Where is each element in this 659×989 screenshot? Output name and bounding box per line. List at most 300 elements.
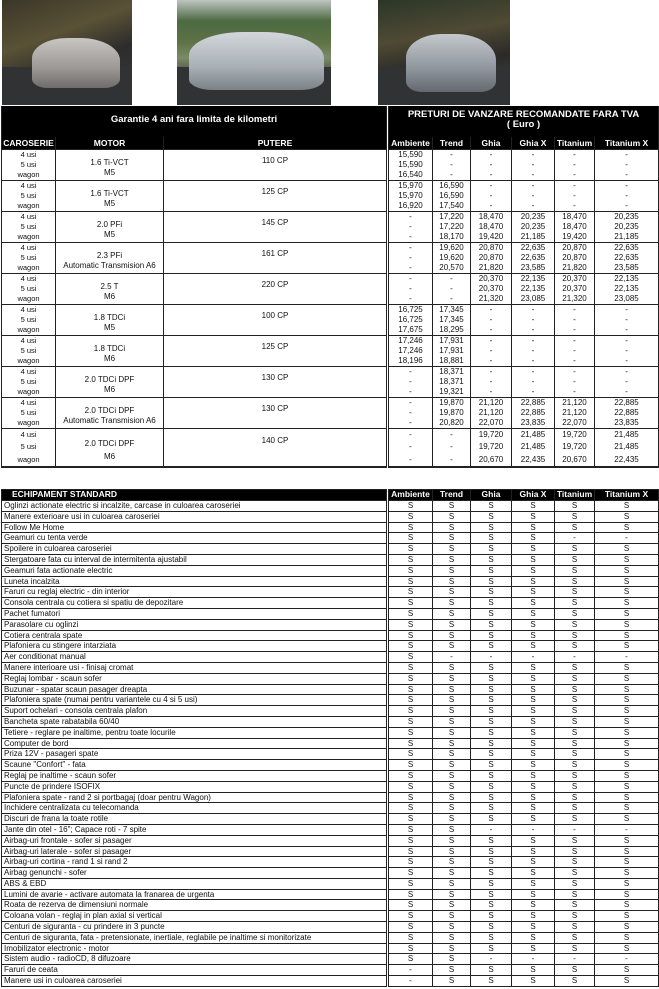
availability-cell: S (512, 662, 555, 673)
price-row (389, 222, 659, 232)
availability-cell: S (471, 716, 512, 727)
equipment-item: Parasolare cu oglinzi (2, 619, 387, 630)
price-row (389, 418, 659, 429)
availability-cell: S (389, 760, 433, 771)
equipment-row (2, 673, 387, 684)
price-cell: 22,885 (512, 398, 555, 409)
availability-cell: S (555, 889, 595, 900)
body-type: 5 usi (20, 346, 37, 355)
availability-cell: S (595, 943, 659, 954)
availability-cell: S (512, 943, 555, 954)
price-cell: - (389, 253, 433, 263)
availability-cell: S (595, 554, 659, 565)
body-type: 5 usi (20, 160, 37, 169)
column-header-titanium-x: Titanium X (595, 490, 659, 501)
availability-cell: S (433, 976, 471, 987)
availability-cell: S (433, 803, 471, 814)
price-row (389, 284, 659, 294)
equipment-availability-row (389, 652, 659, 663)
availability-cell: S (389, 900, 433, 911)
price-row (389, 356, 659, 367)
availability-cell: S (512, 695, 555, 706)
availability-cell: S (471, 792, 512, 803)
body-types (2, 398, 56, 429)
availability-cell: S (555, 760, 595, 771)
engine-cell (56, 181, 164, 212)
price-cell: 21,485 (595, 429, 659, 442)
availability-cell: S (433, 738, 471, 749)
availability-cell: S (555, 749, 595, 760)
car-photo-wagon (177, 0, 331, 105)
equipment-availability-row (389, 554, 659, 565)
price-cell: - (595, 315, 659, 325)
availability-cell: S (471, 565, 512, 576)
price-cell: 18,196 (389, 356, 433, 367)
price-cell: - (512, 356, 555, 367)
availability-cell: - (471, 652, 512, 663)
availability-cell: S (595, 706, 659, 717)
availability-cell: S (595, 868, 659, 879)
equipment-availability-row (389, 630, 659, 641)
price-cell: - (433, 454, 471, 467)
availability-cell: S (389, 630, 433, 641)
price-cell: - (389, 398, 433, 409)
availability-cell: S (389, 554, 433, 565)
availability-cell: - (555, 533, 595, 544)
equipment-row (2, 857, 387, 868)
availability-cell: S (595, 878, 659, 889)
equipment-availability-row (389, 922, 659, 933)
equipment-item: Sistem audio - radioCD, 8 difuzoare (2, 954, 387, 965)
model-group (2, 243, 387, 274)
equipment-availability-row (389, 792, 659, 803)
price-cell: 18,470 (555, 212, 595, 223)
equipment-item: Aer conditionat manual (2, 652, 387, 663)
equipment-availability-row (389, 878, 659, 889)
warranty-title: Garantie 4 ani fara limita de kilometri (2, 106, 387, 133)
availability-cell: S (433, 716, 471, 727)
price-row (389, 191, 659, 201)
availability-cell: S (471, 976, 512, 987)
price-cell: - (471, 315, 512, 325)
price-title-line1: PRETURI DE VANZARE RECOMANDATE FARA TVA (407, 108, 640, 120)
availability-cell: S (555, 965, 595, 976)
equipment-availability-row (389, 544, 659, 555)
availability-cell: S (433, 684, 471, 695)
availability-cell: S (555, 857, 595, 868)
equipment-item: Oglinzi actionate electric si incalzite, carcase in culoarea caroseriei (2, 501, 387, 512)
body-type: 4 usi (20, 150, 37, 159)
equipment-availability-row (389, 781, 659, 792)
availability-cell: S (595, 803, 659, 814)
availability-cell: S (389, 727, 433, 738)
availability-cell: S (595, 727, 659, 738)
equipment-item: Manere usi in culoarea caroseriei (2, 976, 387, 987)
engine-cell (56, 305, 164, 336)
body-type: 4 usi (20, 305, 37, 314)
availability-cell: S (512, 868, 555, 879)
price-cell: 21,320 (555, 294, 595, 305)
availability-cell: S (555, 846, 595, 857)
availability-cell: S (433, 781, 471, 792)
equipment-row (2, 965, 387, 976)
price-row (389, 160, 659, 170)
equipment-row (2, 598, 387, 609)
availability-cell: S (433, 749, 471, 760)
availability-cell: S (433, 878, 471, 889)
price-cell: - (595, 377, 659, 387)
price-cell: - (471, 181, 512, 192)
engine-cell (56, 367, 164, 398)
equipment-item: Centuri de siguranta - cu prindere in 3 puncte (2, 922, 387, 933)
price-cell: 17,675 (389, 325, 433, 336)
availability-cell: S (389, 846, 433, 857)
price-cell: - (471, 305, 512, 316)
equipment-item: Airbag-uri laterale - sofer si pasager (2, 846, 387, 857)
equipment-availability-row (389, 976, 659, 987)
availability-cell: S (389, 598, 433, 609)
equipment-availability-row (389, 943, 659, 954)
availability-cell: S (512, 911, 555, 922)
price-cell: 21,485 (512, 441, 555, 453)
price-cell: 20,235 (595, 222, 659, 232)
column-header-ghia: Ghia (471, 490, 512, 501)
price-cell: 22,635 (512, 243, 555, 254)
availability-cell: S (471, 533, 512, 544)
equipment-item: Tetiere - reglare pe inaltime, pentru toate locurile (2, 727, 387, 738)
availability-cell: S (471, 889, 512, 900)
power-cell: 110 CP (164, 150, 387, 181)
equipment-availability-row (389, 835, 659, 846)
price-cell: 19,720 (555, 441, 595, 453)
body-types (2, 212, 56, 243)
column-header-trend: Trend (433, 490, 471, 501)
availability-cell: S (471, 522, 512, 533)
equipment-availability-row (389, 673, 659, 684)
gearbox: M5 (103, 322, 116, 332)
price-cell: 17,246 (389, 346, 433, 356)
availability-cell: S (471, 965, 512, 976)
availability-cell: S (595, 565, 659, 576)
price-cell: - (512, 336, 555, 347)
equipment-availability-row (389, 846, 659, 857)
price-row (389, 454, 659, 467)
price-cell: 19,620 (433, 253, 471, 263)
equipment-row (2, 824, 387, 835)
equipment-availability-row (389, 911, 659, 922)
price-cell: - (512, 346, 555, 356)
price-cell: - (595, 387, 659, 398)
body-type: 4 usi (20, 336, 37, 345)
availability-cell: S (433, 522, 471, 533)
column-header-ambiente: Ambiente (389, 490, 433, 501)
price-cell: 20,370 (471, 274, 512, 285)
availability-cell: - (512, 652, 555, 663)
equipment-row (2, 587, 387, 598)
equipment-availability-row (389, 932, 659, 943)
equipment-availability-row (389, 814, 659, 825)
price-cell: - (389, 212, 433, 223)
availability-cell: S (471, 619, 512, 630)
availability-cell: S (433, 900, 471, 911)
equipment-item: Computer de bord (2, 738, 387, 749)
price-row (389, 150, 659, 161)
equipment-item: Airbag-uri cortina - rand 1 si rand 2 (2, 857, 387, 868)
engine-name: 1.8 TDCi (93, 343, 126, 353)
price-row (389, 336, 659, 347)
price-cell: - (595, 160, 659, 170)
price-cell: 21,820 (555, 263, 595, 274)
availability-cell: S (433, 695, 471, 706)
equipment-item: Faruri cu reglaj electric - din interior (2, 587, 387, 598)
availability-cell: S (433, 673, 471, 684)
availability-cell: S (595, 835, 659, 846)
price-cell: - (595, 201, 659, 212)
availability-cell: S (433, 511, 471, 522)
equipment-row (2, 619, 387, 630)
availability-cell: S (433, 619, 471, 630)
price-cell: 21,820 (471, 263, 512, 274)
availability-cell: S (433, 576, 471, 587)
price-cell: 21,185 (595, 232, 659, 243)
availability-cell: S (555, 738, 595, 749)
gearbox: M6 (103, 291, 116, 301)
availability-cell: S (433, 554, 471, 565)
availability-cell: S (595, 814, 659, 825)
availability-cell: S (389, 716, 433, 727)
price-cell: 22,135 (595, 274, 659, 285)
equipment-row (2, 522, 387, 533)
availability-cell: S (595, 641, 659, 652)
equipment-item: Plafoniera cu stingere intarziata (2, 641, 387, 652)
price-row (389, 305, 659, 316)
gearbox: Automatic Transmision A6 (63, 260, 156, 270)
body-type: 4 usi (20, 430, 37, 439)
price-cell: 19,620 (433, 243, 471, 254)
equipment-item: Buzunar - spatar scaun pasager dreapta (2, 684, 387, 695)
availability-cell: S (389, 641, 433, 652)
model-group (2, 274, 387, 305)
availability-cell: S (433, 760, 471, 771)
equipment-availability-row (389, 565, 659, 576)
price-row (389, 377, 659, 387)
availability-cell: S (595, 684, 659, 695)
column-header-ambiente: Ambiente (389, 137, 433, 150)
price-cell: 19,870 (433, 398, 471, 409)
equipment-availability-row (389, 727, 659, 738)
availability-cell: S (471, 846, 512, 857)
equipment-row (2, 803, 387, 814)
price-cell: - (471, 356, 512, 367)
availability-cell: - (595, 954, 659, 965)
equipment-item: Jante din otel - 16"; Capace roti - 7 spite (2, 824, 387, 835)
availability-cell: S (389, 501, 433, 512)
price-cell: - (512, 160, 555, 170)
column-header-putere: PUTERE (164, 137, 387, 150)
equipment-availability-row (389, 760, 659, 771)
availability-cell: S (471, 932, 512, 943)
availability-cell: S (389, 662, 433, 673)
price-cell: - (595, 305, 659, 316)
body-type: 5 usi (20, 284, 37, 293)
price-cell: - (389, 263, 433, 274)
body-type: wagon (17, 454, 40, 464)
price-cell: - (471, 387, 512, 398)
price-cell: 16,725 (389, 315, 433, 325)
availability-cell: S (471, 814, 512, 825)
body-type: 4 usi (20, 398, 37, 407)
price-cell: 20,870 (555, 253, 595, 263)
price-cell: 20,670 (471, 454, 512, 467)
availability-cell: S (595, 619, 659, 630)
availability-cell: - (595, 652, 659, 663)
price-cell: 18,470 (471, 222, 512, 232)
car-photos (0, 0, 659, 105)
equipment-row (2, 716, 387, 727)
price-cell: - (555, 181, 595, 192)
price-row (389, 263, 659, 274)
availability-cell: S (471, 922, 512, 933)
engine-name: 2.0 TDCi DPF (84, 374, 135, 384)
equipment-row (2, 770, 387, 781)
availability-cell: S (595, 716, 659, 727)
availability-cell: S (512, 803, 555, 814)
price-cell: 22,135 (512, 274, 555, 285)
price-cell: - (555, 315, 595, 325)
equipment-row (2, 727, 387, 738)
equipment-item: Airbag genunchi - sofer (2, 868, 387, 879)
equipment-availability-row (389, 576, 659, 587)
availability-cell: S (471, 868, 512, 879)
availability-cell: S (512, 684, 555, 695)
equipment-row (2, 565, 387, 576)
availability-cell: S (389, 954, 433, 965)
availability-cell: S (512, 630, 555, 641)
availability-cell: S (471, 511, 512, 522)
availability-cell: - (555, 652, 595, 663)
availability-cell: S (471, 727, 512, 738)
availability-cell: S (433, 706, 471, 717)
price-cell: - (433, 160, 471, 170)
availability-cell: S (512, 727, 555, 738)
availability-cell: S (555, 608, 595, 619)
price-cell: - (595, 336, 659, 347)
availability-cell: S (389, 932, 433, 943)
availability-cell: - (389, 965, 433, 976)
price-cell: - (555, 336, 595, 347)
price-row (389, 274, 659, 285)
engine-name: 2.0 PFi (96, 219, 123, 229)
equipment-item: ABS & EBD (2, 878, 387, 889)
availability-cell: - (595, 533, 659, 544)
price-cell: - (433, 429, 471, 442)
price-cell: - (471, 377, 512, 387)
availability-cell: S (595, 932, 659, 943)
availability-cell: S (595, 576, 659, 587)
equipment-availability-row (389, 598, 659, 609)
availability-cell: S (512, 857, 555, 868)
availability-cell: S (389, 803, 433, 814)
availability-cell: S (433, 587, 471, 598)
equipment-row (2, 554, 387, 565)
equipment-item: Centuri de siguranta, fata - pretensionate, inertiale, reglabile pe inaltime si monitorizate (2, 932, 387, 943)
availability-cell: S (471, 684, 512, 695)
price-cell: - (433, 170, 471, 181)
equipment-availability-row (389, 706, 659, 717)
availability-cell: S (389, 835, 433, 846)
availability-cell: S (512, 706, 555, 717)
price-cell: - (555, 201, 595, 212)
price-row (389, 243, 659, 254)
equipment-row (2, 662, 387, 673)
availability-cell: S (595, 662, 659, 673)
gearbox: Automatic Transmision A6 (63, 415, 156, 425)
availability-cell: S (555, 587, 595, 598)
availability-cell: S (433, 770, 471, 781)
availability-cell: S (555, 943, 595, 954)
equipment-item: Bancheta spate rabatabila 60/40 (2, 716, 387, 727)
column-header-ghia-x: Ghia X (512, 490, 555, 501)
body-type: wagon (17, 170, 40, 179)
equipment-availability-row (389, 857, 659, 868)
price-cell: - (555, 325, 595, 336)
equipment-row (2, 641, 387, 652)
price-cell: 22,635 (512, 253, 555, 263)
equipment-title: ECHIPAMENT STANDARD (2, 490, 387, 501)
price-cell: - (595, 181, 659, 192)
equipment-row (2, 900, 387, 911)
availability-cell: S (512, 641, 555, 652)
equipment-row (2, 608, 387, 619)
price-cell: 20,235 (512, 212, 555, 223)
availability-cell: - (595, 824, 659, 835)
price-cell: - (471, 170, 512, 181)
availability-cell: S (595, 598, 659, 609)
gearbox: M5 (103, 229, 116, 239)
availability-cell: S (433, 501, 471, 512)
price-cell: 17,540 (433, 201, 471, 212)
equipment-row (2, 511, 387, 522)
price-cell: 16,590 (433, 191, 471, 201)
price-cell: 21,120 (471, 398, 512, 409)
price-cell: - (595, 191, 659, 201)
engine-name: 1.8 TDCi (93, 312, 126, 322)
availability-cell: S (595, 760, 659, 771)
equipment-row (2, 932, 387, 943)
price-cell: - (471, 367, 512, 378)
price-cell: 21,320 (471, 294, 512, 305)
availability-cell: S (512, 760, 555, 771)
equipment-row (2, 781, 387, 792)
availability-cell: S (595, 781, 659, 792)
availability-cell: S (555, 770, 595, 781)
price-cell: - (512, 150, 555, 161)
equipment-availability-row (389, 695, 659, 706)
gearbox: M6 (103, 353, 116, 363)
car-photo-hatchback (2, 0, 132, 105)
price-cell: - (595, 367, 659, 378)
availability-cell: S (512, 576, 555, 587)
price-cell: 15,970 (389, 191, 433, 201)
availability-cell: S (595, 749, 659, 760)
engine-cell (56, 243, 164, 274)
availability-cell: S (389, 889, 433, 900)
availability-cell: S (389, 544, 433, 555)
price-cell: 19,870 (433, 408, 471, 418)
gearbox: M5 (103, 167, 116, 177)
equipment-table-trims (388, 489, 659, 987)
availability-cell: S (389, 738, 433, 749)
